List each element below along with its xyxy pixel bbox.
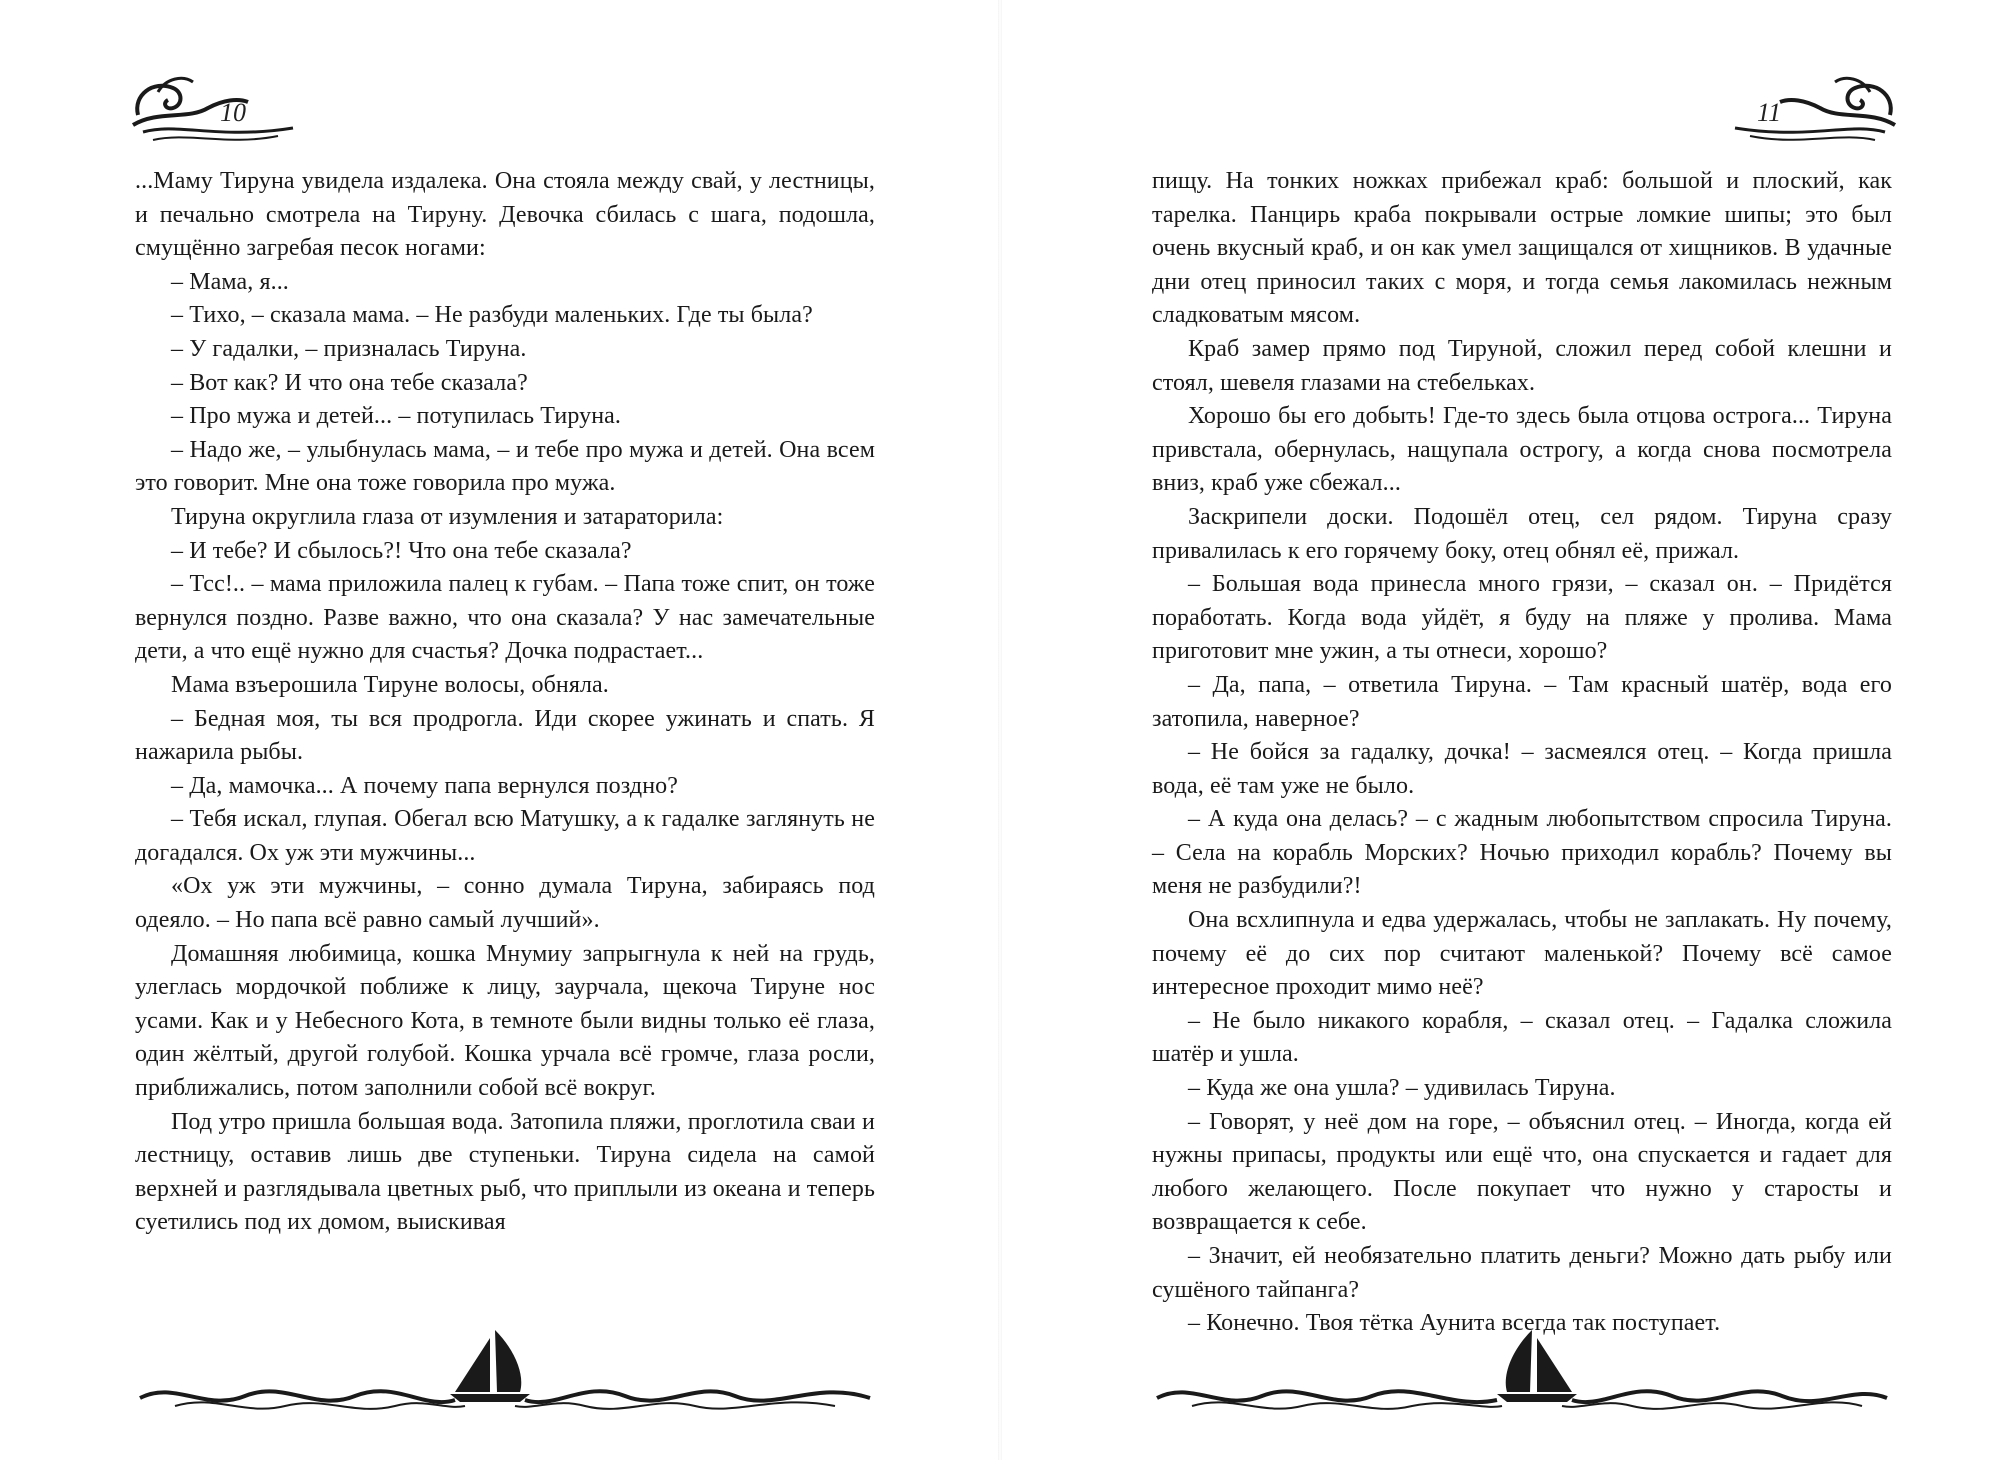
paragraph: – Да, папа, – ответила Тируна. – Там красный шатёр, вода его затопила, наверное? — [1152, 671, 1892, 732]
paragraph: – Тсс!.. – мама приложила палец к губам. – Папа тоже спит, он тоже вернулся поздно. Разве важно, что она сказала? У нас замечательные дети, а что ещё нужно для счастья? Дочка подрастает... — [135, 571, 875, 665]
wave-ornament-icon — [1730, 70, 1900, 150]
paragraph: – Да, мамочка... А почему папа вернулся поздно? — [171, 772, 679, 799]
paragraph: – Мама, я... — [171, 268, 289, 295]
paragraph: – Не было никакого корабля, – сказал отец. – Гадалка сложила шатёр и ушла. — [1152, 1007, 1892, 1068]
paragraph: – Надо же, – улыбнулась мама, – и тебе про мужа и детей. Она всем это говорит. Мне она тоже говорила про мужа. — [135, 436, 875, 497]
paragraph: – Вот как? И что она тебе сказала? — [171, 369, 528, 396]
paragraph: Под утро пришла большая вода. Затопила пляжи, проглотила сваи и лестницу, оставив лишь две ступеньки. Тируна сидела на самой верхней и разглядывала цветных рыб, что приплыли из океана и теперь суетились под их домом, выискивая — [135, 1108, 875, 1236]
paragraph: – Про мужа и детей... – потупилась Тируна. — [171, 403, 622, 430]
paragraph: – Не бойся за гадалку, дочка! – засмеялся отец. – Когда пришла вода, её там уже не было. — [1152, 739, 1892, 799]
right-page — [1000, 0, 2000, 1460]
wave-ornament-icon — [128, 70, 298, 150]
paragraph: Хорошо бы его добыть! Где-то здесь была отцова острога... Тируна привстала, обернулась, нащупала острогу, а когда снова посмотрела вниз, краб уже сбежал... — [1152, 403, 1892, 497]
paragraph: – Конечно. Твоя тётка Аунита всегда так поступает. — [1188, 1310, 1721, 1337]
paragraph: Домашняя любимица, кошка Мнумиу запрыгнула к ней на грудь, улеглась мордочкой поближе к лицу, заурчала, щекоча Тируне нос усами. Как и у Небесного Кота, в темноте были видны только её глаза, один жёлтый, другой голубой. Кошка урчала всё громче, глаза росли, приближались, потом заполнили собой всё вокруг. — [135, 940, 875, 1102]
page-number: 10 — [220, 98, 246, 127]
right-page-header — [1730, 70, 1900, 150]
paragraph: пищу. На тонких ножках прибежал краб: большой и плоский, как тарелка. Панцирь краба покрывали острые ломкие шипы; это был очень вкусный краб, и он как умел защищался от хищников. В удачные дни отец приносил таких с моря, и тогда семья лакомилась нежным сладковатым мясом. — [1152, 168, 1892, 329]
paragraph: Мама взъерошила Тируне волосы, обняла. — [171, 671, 609, 698]
paragraph: Краб замер прямо под Тируной, сложил перед собой клешни и стоял, шевеля глазами на стебельках. — [1152, 335, 1892, 396]
paragraph: – Куда же она ушла? – удивилась Тируна. — [1188, 1075, 1616, 1102]
right-page-text — [1152, 165, 1892, 1341]
paragraph: – Тихо, – сказала мама. – Не разбуди маленьких. Где ты была? — [171, 302, 813, 329]
paragraph: Она всхлипнула и едва удержалась, чтобы не заплакать. Ну почему, почему её до сих пор считают маленькой? Почему всё самое интересное проходит мимо неё? — [1152, 907, 1892, 1001]
paragraph: – У гадалки, – призналась Тируна. — [171, 335, 527, 362]
paragraph: Тируна округлила глаза от изумления и затараторила: — [171, 503, 724, 530]
paragraph: – Бедная моя, ты вся продрогла. Иди скорее ужинать и спать. Я нажарила рыбы. — [135, 705, 875, 766]
left-page-text — [135, 165, 875, 1240]
paragraph: – А куда она делась? – с жадным любопытством спросила Тируна. – Села на корабль Морских? Ночью приходил корабль? Почему вы меня не разбудили?! — [1152, 806, 1892, 900]
left-page-header — [128, 70, 298, 150]
paragraph: – Говорят, у неё дом на горе, – объяснил отец. – Иногда, когда ей нужны припасы, продукты или ещё что, она спускается и гадает для любого желающего. После покупает что нужно у старосты и возвращается к себе. — [1152, 1108, 1892, 1236]
ship-wave-ornament-icon — [1152, 1310, 1892, 1420]
paragraph: – Большая вода принесла много грязи, – сказал он. – Придётся поработать. Когда вода уйдёт, я буду на пляже у пролива. Мама приготовит мне ужин, а ты отнеси, хорошо? — [1152, 571, 1892, 665]
paragraph: – Тебя искал, глупая. Обегал всю Матушку, а к гадалке заглянуть не догадался. Ох уж эти мужчины... — [135, 806, 875, 866]
paragraph: – И тебе? И сбылось?! Что она тебе сказала? — [171, 537, 632, 564]
left-page-footer — [135, 1310, 875, 1420]
paragraph: «Ох уж эти мужчины, – сонно думала Тируна, забираясь под одеяло. – Но папа всё равно самый лучший». — [135, 873, 875, 934]
ship-wave-ornament-icon — [135, 1310, 875, 1420]
paragraph: – Значит, ей необязательно платить деньги? Можно дать рыбу или сушёного тайпанга? — [1152, 1243, 1892, 1303]
page-number: 11 — [1757, 98, 1782, 127]
paragraph: Заскрипели доски. Подошёл отец, сел рядом. Тируна сразу привалилась к его горячему боку, отец обнял её, прижал. — [1152, 503, 1892, 564]
paragraph: ...Маму Тируна увидела издалека. Она стояла между свай, у лестницы, и печально смотрела на Тируну. Девочка сбилась с шага, подошла, смущённо загребая песок ногами: — [135, 168, 875, 262]
right-page-footer — [1152, 1310, 1892, 1420]
